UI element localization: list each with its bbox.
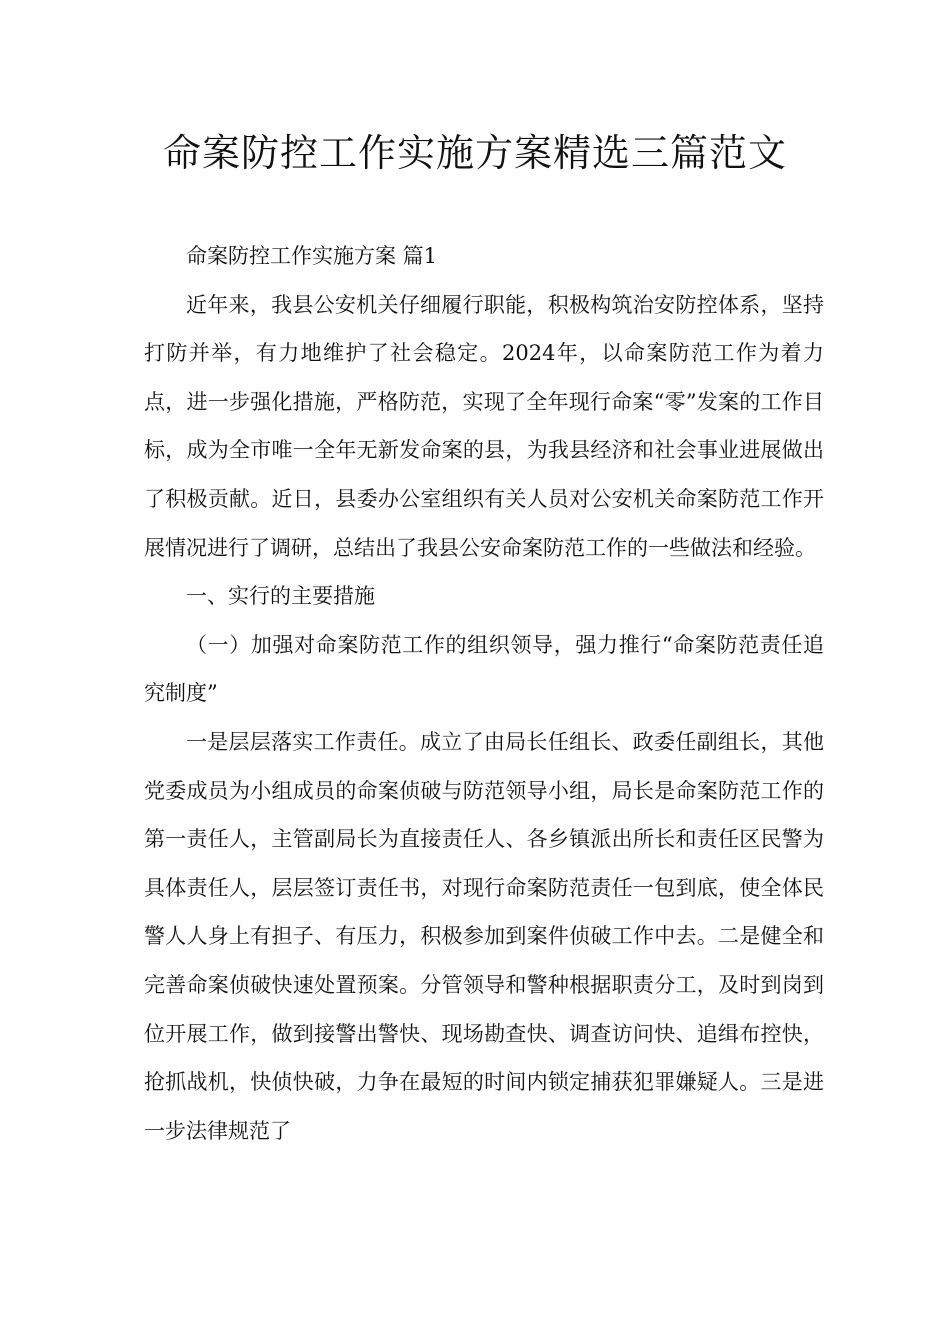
section-heading: 一、实行的主要措施 xyxy=(186,584,375,609)
document-body xyxy=(144,232,824,1155)
document-title: 命案防控工作实施方案精选三篇范文 xyxy=(162,131,787,175)
subsection-heading: （一）加强对命案防范工作的组织领导，强力推行“命案防范责任追究制度” xyxy=(144,632,824,706)
paragraph: 近年来，我县公安机关仔细履行职能，积极构筑治安防控体系，坚持打防并举，有力地维护了社会稳定。2024年，以命案防范工作为着力点，进一步强化措施，严格防范，实现了全年现行命案“零”发案的工作目标，成为全市唯一全年无新发命案的县，为我县经济和社会事业进展做出了积极贡献。近日，县委办公室组织有关人员对公安机关命案防范工作开展情况进行了调研，总结出了我县公安命案防范工作的一些做法和经验。 xyxy=(144,292,824,560)
paragraph: 一是层层落实工作责任。成立了由局长任组长、政委任副组长，其他党委成员为小组成员的命案侦破与防范领导小组，局长是命案防范工作的第一责任人，主管副局长为直接责任人、各乡镇派出所长和责任区民警为具体责任人，层层签订责任书，对现行命案防范责任一包到底，使全体民警人人身上有担子、有压力，积极参加到案件侦破工作中去。二是健全和完善命案侦破快速处置预案。分管领导和警种根据职责分工，及时到岗到位开展工作，做到接警出警快、现场勘查快、调查访问快、追缉布控快，抢抓战机，快侦快破，力争在最短的时间内锁定捕获犯罪嫌疑人。三是进一步法律规范了 xyxy=(144,729,824,1143)
section-heading: 命案防控工作实施方案 篇1 xyxy=(186,244,438,268)
